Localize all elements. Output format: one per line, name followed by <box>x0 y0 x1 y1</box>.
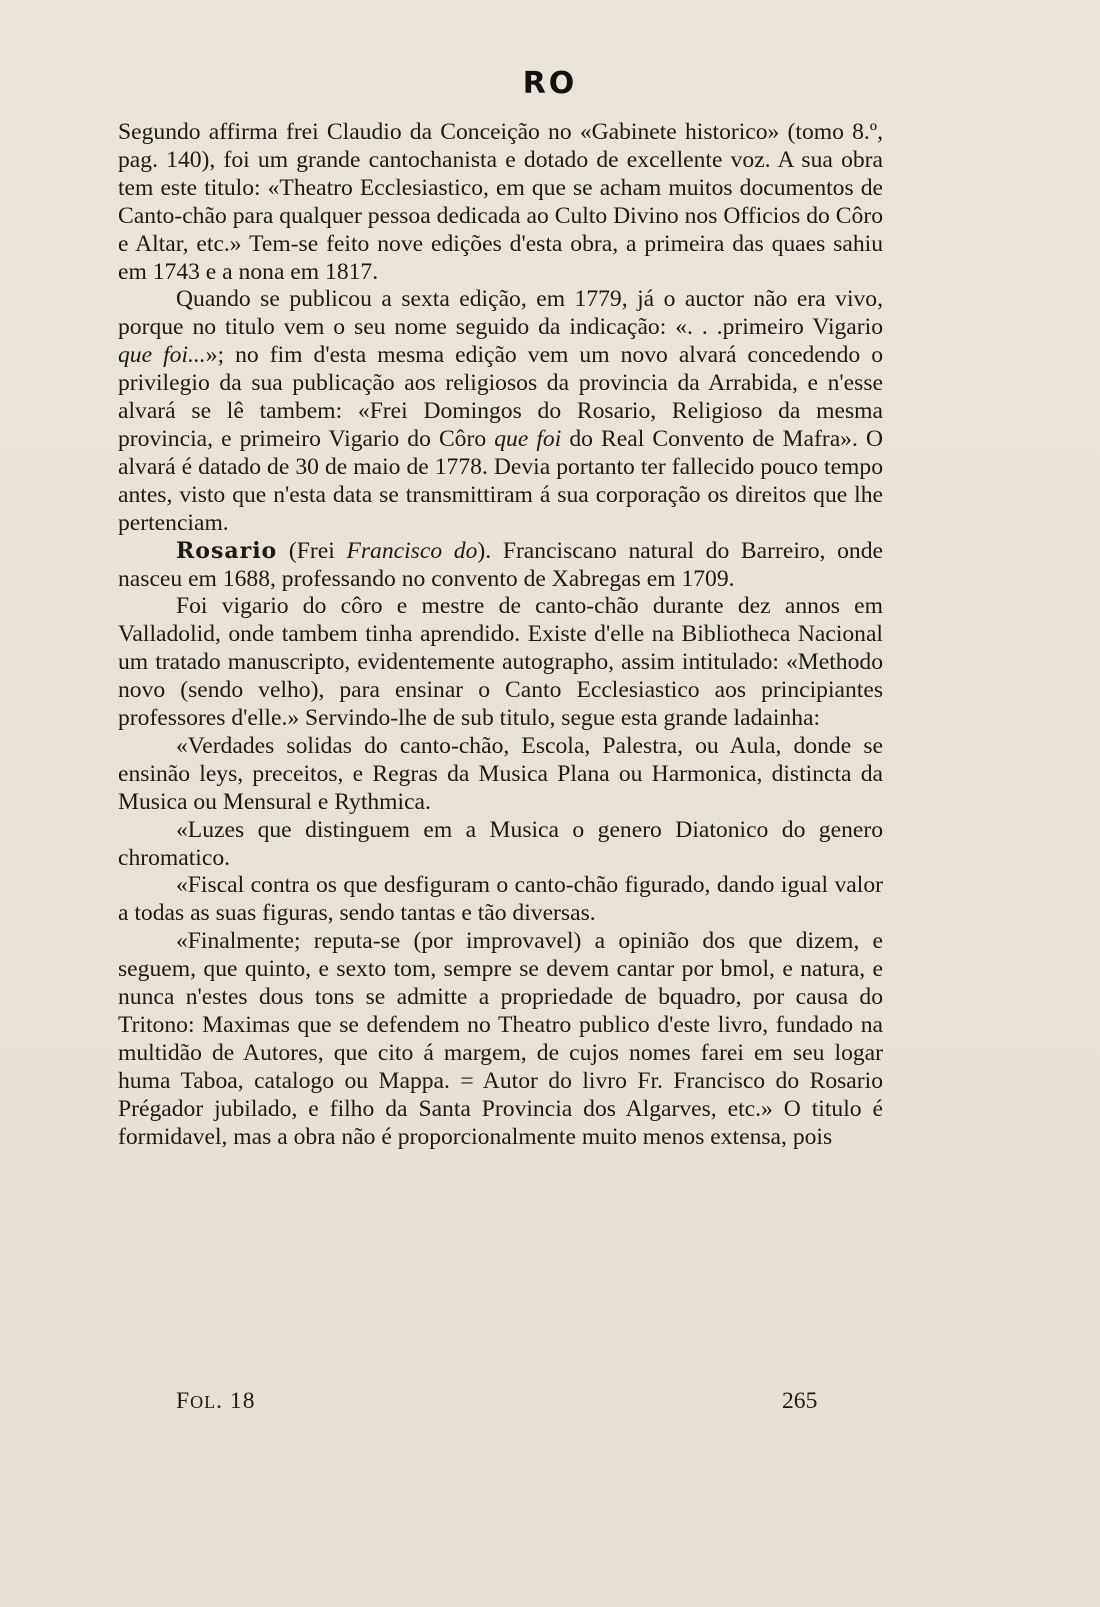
paragraph-verdades-solidas <box>118 733 883 817</box>
signature-small-caps: OL <box>190 1392 217 1412</box>
entry-headword: Rosario <box>176 537 278 564</box>
paragraph-finalmente <box>118 928 883 1151</box>
page-number: 265 <box>782 1388 818 1414</box>
italic-name: Francisco do <box>346 537 478 564</box>
paragraph-text: ). Franciscano natural do Barreiro, onde nasceu em 1688, professando no convento de Xabregas em 1709. <box>118 537 883 592</box>
paragraph-sexta-edicao <box>118 286 883 537</box>
paragraph-vigario-coro <box>118 593 883 733</box>
paragraph-text: Quando se publicou a sexta edição, em 1779, já o auctor não era vivo, porque no titulo vem o seu nome seguido da indicação: «. . .primeiro Vigario <box>118 286 883 341</box>
paragraph-text: (Frei <box>277 537 347 564</box>
paragraph-theatro-ecclesiastico <box>118 119 883 286</box>
paragraph-text: «Fiscal contra os que desfiguram o canto-chão figurado, dando igual valor a todas as suas figuras, sendo tantas e tão diversas. <box>118 872 883 927</box>
paragraph-text: »; no fim d'esta mesma edição vem um novo alvará concedendo o privilegio da sua publicação aos religiosos da provincia da Arrabida, e n'esse alvará se lê tambem: «Frei Domingos do Rosario, Religioso da mesma provincia, e primeiro Vigario do Côro <box>118 342 884 452</box>
body-text <box>118 119 883 1152</box>
signature-cap: F <box>176 1388 191 1414</box>
signature-number: . 18 <box>216 1388 256 1414</box>
paragraph-fiscal <box>118 872 883 928</box>
paragraph-text: «Luzes que distinguem em a Musica o genero Diatonico do genero chromatico. <box>118 816 883 871</box>
paragraph-text: do Real Convento de Mafra». O alvará é datado de 30 de maio de 1778. Devia portanto ter fallecido pouco tempo antes, visto que n'esta data se transmittiram á sua corporação os direitos que lhe pertenciam. <box>118 425 883 536</box>
paragraph-luzes <box>118 817 883 873</box>
italic-quote: que foi <box>494 425 562 452</box>
paragraph-text: Foi vigario do côro e mestre de canto-chão durante dez annos em Valladolid, onde tambem tinha aprendido. Existe d'elle na Bibliotheca Nacional um tratado manuscripto, evidentemente autographo, assim intitulado: «Methodo novo (sendo velho), para ensinar o Canto Ecclesiastico aos principiantes professores d'elle.» Servindo-lhe de sub titulo, segue esta grande ladainha: <box>118 593 883 732</box>
entry-rosario-francisco <box>118 538 883 594</box>
running-head: RO <box>522 66 578 101</box>
paragraph-text: Segundo affirma frei Claudio da Conceição no «Gabinete historico» (tomo 8.º, pag. 140), foi um grande cantochanista e dotado de excellente voz. A sua obra tem este titulo: «Theatro Ecclesiastico, em que se acham muitos documentos de Canto-chão para qualquer pessoa dedicada ao Culto Divino nos Officios do Côro e Altar, etc.» Tem-se feito nove edições d'esta obra, a primeira das quaes sahiu em 1743 e a nona em 1817. <box>118 119 883 285</box>
paragraph-text: «Verdades solidas do canto-chão, Escola, Palestra, ou Aula, donde se ensinão leys, preceitos, e Regras da Musica Plana ou Harmonica, distincta da Musica ou Mensural e Rythmica. <box>118 732 883 815</box>
signature-mark <box>176 1387 256 1416</box>
paragraph-text: «Finalmente; reputa-se (por improvavel) a opinião dos que dizem, e seguem, que quinto, e sexto tom, sempre se devem cantar por bmol, e natura, e nunca n'estes dous tons se admitte a propriedade de bquadro, por causa do Tritono: Maximas que se defendem no Theatro publico d'este livro, fundado na multidão de Autores, que cito á margem, de cujos nomes farei em seu logar huma Taboa, catalogo ou Mappa. = Autor do livro Fr. Francisco do Rosario Prégador jubilado, e filho da Santa Provincia dos Algarves, etc.» O titulo é formidavel, mas a obra não é proporcionalmente muito menos extensa, pois <box>118 928 883 1150</box>
italic-quote: que foi... <box>118 342 206 369</box>
